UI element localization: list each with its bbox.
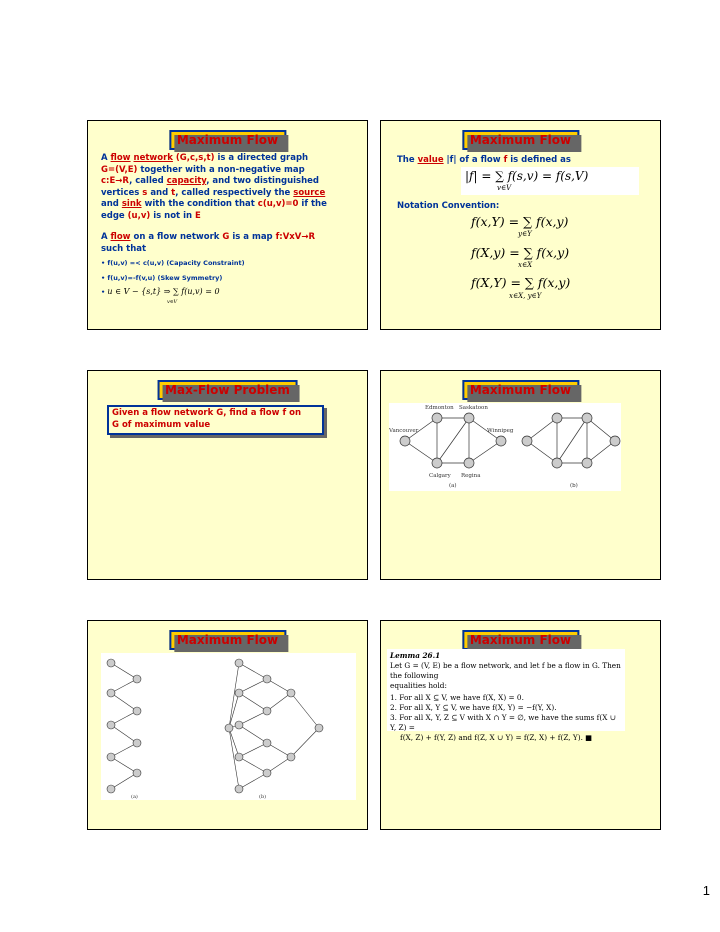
- text: G=(V,E): [101, 164, 138, 175]
- text: is a directed graph: [214, 153, 309, 163]
- text: and: [101, 199, 122, 209]
- lemma-figure: [387, 649, 625, 742]
- value-formula: |f| = ∑ f(s,v) = f(s,V): [465, 169, 589, 183]
- text: G: [222, 232, 230, 242]
- slide-body: [101, 153, 363, 305]
- text: A: [101, 232, 111, 242]
- city-label: Regina: [461, 473, 481, 479]
- slide-4: [380, 370, 661, 580]
- text: of maximum value: [118, 419, 211, 430]
- flow-network-figure: [389, 403, 621, 491]
- text: sink: [121, 199, 142, 209]
- slide-3: [87, 370, 368, 580]
- text: E: [195, 210, 201, 221]
- text: on: [286, 408, 302, 418]
- text: is not in: [150, 210, 195, 221]
- text: f: [503, 155, 508, 165]
- formula-subscript: v∈V: [167, 298, 178, 305]
- text: f:VxV→R: [275, 232, 316, 242]
- formula-subscript: v∈V: [497, 184, 512, 192]
- lemma-item: 1. For all X ⊆ V, we have f(X, X) = 0.: [390, 693, 524, 702]
- lemma-text: equalities hold:: [390, 681, 447, 690]
- city-label: Winnipeg: [487, 428, 514, 434]
- qed-mark: ■: [585, 733, 593, 742]
- text: s: [142, 187, 148, 198]
- formula-subscript: x∈X, y∈Y: [509, 292, 542, 300]
- text: network: [133, 153, 173, 163]
- figure-caption: (b): [259, 794, 267, 800]
- text: G: [216, 408, 224, 418]
- slide-title: Maximum Flow: [462, 630, 579, 650]
- lemma-item: 3. For all X, Y, Z ⊆ V with X ∩ Y = ∅, we have the sums f(X ∪ Y, Z) =: [390, 713, 616, 732]
- text: , called respectively the: [175, 187, 294, 198]
- text: capacity: [166, 176, 207, 186]
- slide-2: [380, 120, 661, 330]
- figure-caption: (b): [570, 483, 578, 489]
- text: , find a flow: [223, 408, 283, 418]
- problem-box: [107, 405, 324, 435]
- network-graph-image: [389, 403, 621, 491]
- formula-xY: f(x,Y) = ∑ f(x,y): [471, 214, 569, 229]
- lemma-text: Let G = (V, E) be a flow network, and let f be a flow in G. Then the following: [390, 661, 621, 680]
- text: (G,c,s,t): [172, 153, 215, 163]
- text: with the condition that: [141, 199, 258, 209]
- city-label: Edmonton: [425, 405, 454, 411]
- figure-caption: (a): [131, 794, 138, 800]
- text: value: [417, 155, 444, 165]
- text: A: [101, 153, 111, 163]
- text: t: [171, 187, 176, 198]
- text: The: [397, 155, 418, 165]
- figure-caption: (a): [449, 483, 457, 489]
- city-label: Calgary: [429, 473, 451, 479]
- slide-1: [87, 120, 368, 330]
- bullet-skew: • f(u,v)=-f(v,u) (Skew Symmetry): [101, 273, 223, 282]
- page-number: 1: [702, 883, 710, 898]
- text: f: [282, 408, 287, 418]
- city-label: Vancouver: [389, 428, 419, 434]
- text: together with a non-negative map: [137, 164, 305, 175]
- text: , and two distinguished: [206, 176, 320, 186]
- text: c(u,v)=0: [257, 199, 299, 209]
- text: flow: [110, 153, 131, 163]
- text: c:E→R: [101, 176, 130, 186]
- text: if the: [298, 199, 327, 209]
- text: such that: [101, 243, 147, 254]
- lemma-item: 2. For all X, Y ⊆ V, we have f(X, Y) = −f(Y, X).: [390, 703, 557, 712]
- slide-title: Max-Flow Problem: [157, 380, 298, 400]
- city-label: Saskatoon: [459, 405, 488, 411]
- formula-Xy: f(X,y) = ∑ f(x,y): [471, 245, 570, 260]
- text: flow: [110, 232, 131, 242]
- text: G: [112, 419, 119, 430]
- text: is a map: [229, 232, 276, 242]
- conservation-formula: u ∈ V − {s,t} ⇒ ∑ f(u,v) = 0: [107, 287, 220, 296]
- text: Given a flow network: [112, 408, 217, 418]
- multi-source-figure: [101, 653, 356, 800]
- slide-title: Maximum Flow: [462, 130, 579, 150]
- bullet-capacity: • f(u,v) =< c(u,v) (Capacity Constraint): [101, 259, 245, 267]
- slide-5: [87, 620, 368, 830]
- formula-subscript: x∈X: [518, 261, 533, 269]
- formula-XY: f(X,Y) = ∑ f(x,y): [471, 275, 571, 290]
- text: is defined as: [507, 155, 571, 165]
- notation-heading: Notation Convention:: [397, 201, 500, 211]
- text: and: [147, 187, 172, 198]
- text: source: [293, 187, 326, 198]
- formula-box: [461, 167, 639, 195]
- lemma-title: Lemma 26.1: [390, 651, 441, 660]
- slide-title: Maximum Flow: [169, 630, 286, 650]
- formula-subscript: y∈Y: [518, 230, 532, 238]
- text: (u,v): [127, 210, 151, 221]
- slide-6: [380, 620, 661, 830]
- bullet-marker: •: [101, 288, 108, 296]
- text: |f| of a flow: [443, 155, 504, 165]
- network-graph-image: [101, 653, 356, 800]
- text: edge: [101, 210, 128, 221]
- text: , called: [129, 176, 167, 186]
- lemma-item: f(X, Z) + f(Y, Z) and f(Z, X ∪ Y) = f(Z, X) + f(Z, Y).: [400, 733, 583, 742]
- slide-title: Maximum Flow: [169, 130, 286, 150]
- text: on a flow network: [130, 232, 223, 242]
- text: vertices: [101, 187, 143, 198]
- value-definition: [397, 155, 571, 167]
- slide-title: Maximum Flow: [462, 380, 579, 400]
